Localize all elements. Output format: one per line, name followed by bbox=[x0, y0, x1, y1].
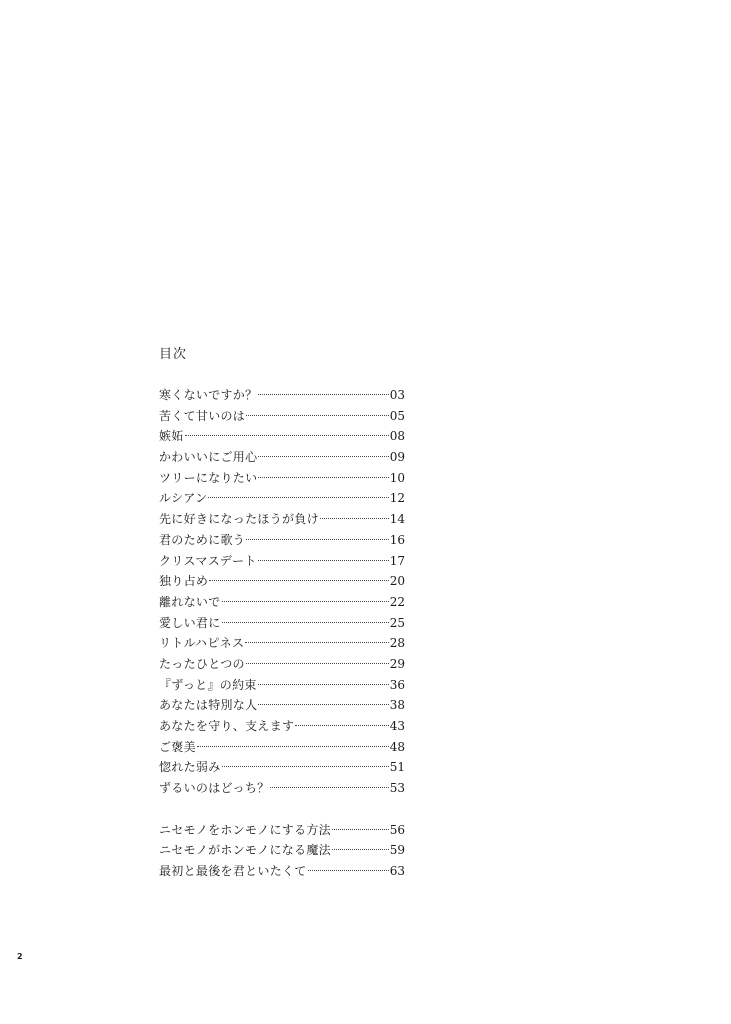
dot-leader bbox=[209, 580, 389, 581]
toc-entry-page: 53 bbox=[389, 781, 405, 796]
toc-entry-page: 17 bbox=[389, 553, 405, 568]
toc-entry[interactable] bbox=[159, 551, 405, 572]
toc-entry[interactable] bbox=[159, 613, 405, 634]
toc-entry-page: 22 bbox=[389, 594, 405, 609]
toc-entry[interactable] bbox=[159, 571, 405, 592]
toc-entry[interactable] bbox=[159, 488, 405, 509]
toc-entry[interactable] bbox=[159, 447, 405, 468]
toc-entry[interactable] bbox=[159, 820, 405, 841]
toc-entry-title: 先に好きになったほうが負け bbox=[159, 512, 319, 527]
toc-entry-page: 03 bbox=[389, 388, 405, 402]
toc-entry-page: 63 bbox=[389, 864, 405, 879]
dot-leader bbox=[185, 435, 389, 436]
toc-entry-page: 14 bbox=[389, 512, 405, 527]
dot-leader bbox=[258, 456, 388, 457]
dot-leader bbox=[308, 870, 389, 871]
toc-entry[interactable] bbox=[159, 468, 405, 489]
dot-leader bbox=[258, 684, 389, 685]
toc-entry[interactable] bbox=[159, 592, 405, 613]
dot-leader bbox=[270, 787, 388, 788]
toc-entry-title: 最初と最後を君といたくて bbox=[159, 864, 307, 879]
table-of-contents bbox=[159, 385, 405, 882]
toc-entry[interactable] bbox=[159, 654, 405, 675]
toc-entry[interactable] bbox=[159, 406, 405, 427]
toc-entry[interactable] bbox=[159, 840, 405, 861]
toc-entry[interactable] bbox=[159, 633, 405, 654]
toc-entry-title: 寒くないですか？ bbox=[159, 388, 258, 402]
dot-leader bbox=[332, 849, 389, 850]
toc-entry-title: ずるいのはどっち？ bbox=[159, 781, 270, 796]
toc-entry[interactable] bbox=[159, 509, 405, 530]
toc-entry[interactable] bbox=[159, 757, 405, 778]
dot-leader bbox=[332, 829, 389, 830]
toc-entry[interactable] bbox=[159, 861, 405, 882]
toc-entry-title: リトルハピネス bbox=[159, 636, 245, 651]
toc-entry-title: 離れないで bbox=[159, 594, 221, 609]
toc-entry-title: 独り占め bbox=[159, 574, 209, 589]
toc-entry-title: あなたは特別な人 bbox=[159, 698, 258, 713]
toc-entry[interactable] bbox=[159, 530, 405, 551]
toc-entry-title: 嫉妬 bbox=[159, 429, 184, 444]
toc-entry-title: 苦くて甘いのは bbox=[159, 408, 246, 423]
toc-entry-page: 25 bbox=[389, 615, 405, 630]
toc-entry-title: 君のために歌う bbox=[159, 532, 246, 547]
toc-entry-page: 16 bbox=[389, 532, 405, 547]
toc-entry-page: 20 bbox=[389, 574, 405, 589]
toc-entry-title: 惚れた弱み bbox=[159, 760, 221, 775]
toc-entry-page: 28 bbox=[389, 636, 405, 651]
toc-entry[interactable] bbox=[159, 695, 405, 716]
dot-leader bbox=[246, 539, 389, 540]
toc-entry-title: ルシアン bbox=[159, 491, 208, 506]
toc-entry-title: ニセモノをホンモノにする方法 bbox=[159, 822, 331, 837]
dot-leader bbox=[258, 394, 388, 395]
dot-leader bbox=[258, 560, 389, 561]
toc-title: 目次 bbox=[159, 347, 188, 362]
dot-leader bbox=[258, 477, 388, 478]
toc-entry-page: 05 bbox=[389, 408, 405, 423]
toc-entry[interactable] bbox=[159, 737, 405, 758]
dot-leader bbox=[222, 601, 389, 602]
toc-entry-title: ニセモノがホンモノになる魔法 bbox=[159, 843, 331, 858]
dot-leader bbox=[197, 746, 389, 747]
toc-entry[interactable] bbox=[159, 426, 405, 447]
dot-leader bbox=[258, 704, 388, 705]
toc-entry-page: 12 bbox=[389, 491, 405, 506]
page-number: 2 bbox=[17, 952, 23, 961]
toc-entry[interactable] bbox=[159, 675, 405, 696]
toc-entry-title: 『ずっと』の約束 bbox=[159, 677, 257, 692]
toc-entry[interactable] bbox=[159, 385, 405, 406]
toc-group bbox=[159, 820, 405, 882]
toc-entry-page: 09 bbox=[389, 450, 405, 465]
toc-entry-title: たったひとつの bbox=[159, 656, 245, 671]
toc-entry-title: あなたを守り、支えます bbox=[159, 719, 295, 733]
dot-leader bbox=[295, 725, 388, 726]
dot-leader bbox=[208, 497, 388, 498]
toc-entry-title: クリスマスデート bbox=[159, 553, 257, 568]
toc-entry-title: ツリーになりたい bbox=[159, 470, 258, 485]
toc-entry-page: 51 bbox=[389, 760, 405, 775]
toc-entry-title: 愛しい君に bbox=[159, 615, 221, 630]
dot-leader bbox=[222, 622, 389, 623]
toc-entry-title: かわいいにご用心 bbox=[159, 450, 258, 465]
toc-entry-page: 08 bbox=[389, 429, 405, 444]
toc-entry-page: 56 bbox=[389, 822, 405, 837]
toc-entry-page: 29 bbox=[389, 656, 405, 671]
toc-group bbox=[159, 385, 405, 799]
toc-entry-page: 36 bbox=[389, 677, 405, 692]
dot-leader bbox=[246, 415, 389, 416]
toc-entry[interactable] bbox=[159, 716, 405, 737]
toc-entry-page: 38 bbox=[389, 698, 405, 713]
toc-entry-title: ご褒美 bbox=[159, 739, 196, 754]
dot-leader bbox=[246, 663, 389, 664]
toc-entry-page: 10 bbox=[389, 470, 405, 485]
toc-entry-page: 43 bbox=[389, 719, 405, 733]
toc-entry-page: 48 bbox=[389, 739, 405, 754]
toc-entry-page: 59 bbox=[389, 843, 405, 858]
dot-leader bbox=[245, 642, 388, 643]
dot-leader bbox=[320, 518, 389, 519]
dot-leader bbox=[222, 766, 389, 767]
toc-entry[interactable] bbox=[159, 778, 405, 799]
